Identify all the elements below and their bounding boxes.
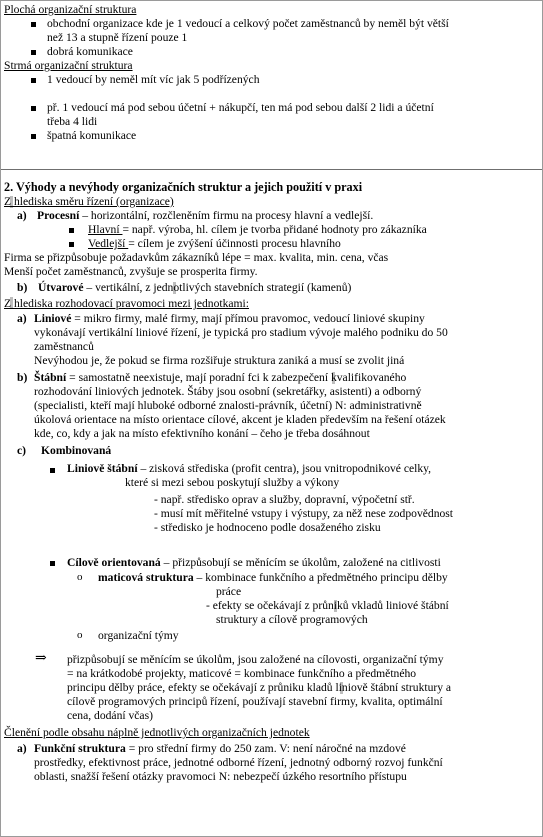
text-line: třeba 4 lidi	[47, 115, 98, 128]
subheading-content: Členění podle obsahu náplně jednotlivých organizačních jednotek	[4, 726, 310, 739]
circle-bullet: o	[77, 629, 83, 641]
term-text: = pro střední firmy do 250 zam. V: není náročné na mzdové	[125, 742, 406, 755]
term: Hlavní	[88, 223, 123, 236]
term-text: = např. výroba, hl. cílem je tvorba přidané hodnoty pro zákazníka	[122, 223, 427, 236]
bullet	[50, 468, 55, 473]
text-line	[34, 371, 406, 385]
bullet	[50, 561, 55, 566]
text-line: principu dělby práce, efekty se očekávají z průniku kladů liniově štábní struktury a	[67, 681, 452, 694]
text-line: Firma se přizpůsobuje požadavkům zákazníků lépe = max. kvalita, min. cena, včas	[4, 251, 389, 264]
text-line	[67, 556, 441, 570]
list-label: b)	[17, 281, 28, 294]
term: Procesní	[37, 209, 80, 222]
term: Liniové	[34, 312, 72, 325]
list-label: b)	[17, 371, 28, 384]
text-line: oblasti, snažší řešení otázky pravomoci N: nebezpečí úzkého resortního přístupu	[34, 770, 407, 783]
list-label: a)	[17, 312, 27, 325]
term-text: – kombinace funkčního a předmětného principu dělby	[193, 571, 448, 584]
text-line: špatná komunikace	[47, 129, 137, 142]
text-line: organizační týmy	[98, 629, 179, 642]
text-line: = na krátkodobé projekty, maticové = kombinace funkčního a předmětného	[67, 667, 417, 680]
list-label: a)	[17, 209, 27, 222]
term: Cílově orientovaná	[67, 556, 161, 569]
term-text: = mikro firmy, malé firmy, mají přímou pravomoc, vedoucí liniové skupiny	[71, 312, 425, 325]
heading-flat-structure: Plochá organizační struktura	[4, 3, 137, 16]
bullet	[69, 242, 74, 247]
text-line: vykonávají vertikální liniové řízení, je typická pro stadium vývoje malého podniku do 50	[34, 326, 448, 339]
text-line	[88, 237, 341, 251]
term-text: – zisková střediska (profit centra), jsou vnitropodnikové celky,	[137, 462, 432, 475]
text-line	[37, 209, 373, 223]
text-line: než 13 a stupně řízení pouze 1	[47, 31, 188, 44]
term: Vedlejší	[88, 237, 129, 250]
bullet	[31, 106, 36, 111]
text-line: struktury a cílově programových	[216, 613, 368, 626]
term: Kombinovaná	[41, 444, 112, 457]
text-line: - např. středisko oprav a služby, dopravní, výpočetní stř.	[154, 493, 415, 506]
text-line	[98, 571, 448, 585]
text-line: - musí mít měřitelné vstupy i výstupy, za něž nese zodpovědnost	[154, 507, 454, 520]
text-line: zaměstnanců	[34, 340, 94, 353]
term: Funkční struktura	[34, 742, 126, 755]
list-label: a)	[17, 742, 27, 755]
section-heading: 2. Výhody a nevýhody organizačních struktur a jejich použití v praxi	[4, 180, 363, 194]
subheading-direction: Z hlediska směru řízení (organizace)	[4, 195, 174, 208]
text-line	[67, 462, 431, 476]
bullet	[31, 78, 36, 83]
term-text: = cílem je zvýšení účinnosti procesu hlavního	[128, 237, 341, 250]
list-label: c)	[17, 444, 27, 457]
text-line	[38, 281, 351, 295]
text-line: úkolová orientace na místo orientace cílové, akcent je kladen především na řešení otázek	[34, 413, 446, 426]
term: Útvarové	[38, 281, 84, 294]
text-line: - středisko je hodnoceno podle dosaženého zisku	[154, 521, 381, 534]
text-line: prostředky, efektivnost práce, jednotné odborné řízení, jednotný odborný rozvoj funkční	[34, 756, 443, 769]
arrow-icon: ⇒	[35, 651, 47, 666]
text-line: Menší počet zaměstnanců, zvyšuje se prosperita firmy.	[4, 265, 258, 278]
heading-steep-structure: Strmá organizační struktura	[4, 59, 133, 72]
text-line: přizpůsobují se měnícím se úkolům, jsou založené na cílovosti, organizační týmy	[67, 653, 444, 666]
term: Štábní	[34, 371, 67, 384]
text-line: rozhodování liniových jednotek. Štáby jsou osobní (sekretářky, asistenti) a odborný	[34, 385, 422, 398]
text-line: cena, dodání včas)	[67, 709, 153, 722]
bullet	[31, 22, 36, 27]
term-text: – přizpůsobují se měnícím se úkolům, založené na citlivosti	[160, 556, 441, 569]
text-line: - efekty se očekávají z průniků vkladů liniové štábní	[206, 599, 449, 612]
horizontal-rule	[1, 169, 542, 170]
text-line: které si mezi sebou poskytují služby a výkony	[125, 476, 340, 489]
subheading-authority: Z hlediska rozhodovací pravomoci mezi jednotkami:	[4, 297, 250, 310]
term-text: = samostatně neexistuje, mají poradní fci k zabezpečení kvalifikovaného	[66, 371, 407, 384]
bullet	[31, 134, 36, 139]
text-line: práce	[216, 585, 242, 598]
term: Liniově štábní	[67, 462, 138, 475]
term-text: – horizontální, rozčleněním firmu na procesy hlavní a vedlejší.	[79, 209, 374, 222]
text-line: př. 1 vedoucí má pod sebou účetní + nákupčí, ten má pod sebou další 2 lidi a účetní	[47, 101, 434, 114]
bullet	[31, 50, 36, 55]
text-line	[34, 742, 406, 756]
bullet	[69, 228, 74, 233]
text-line: (specialisti, kteří mají hluboké odborné znalosti-právník, účetní) N: administrativně	[34, 399, 422, 412]
text-line	[34, 312, 425, 326]
term: maticová struktura	[98, 571, 194, 584]
text-line	[88, 223, 427, 237]
text-line: 1 vedoucí by neměl mít víc jak 5 podřízených	[47, 73, 260, 86]
text-line: kde, co, kdy a jak na místo efektivního konání – čeho je třeba dosáhnout	[34, 427, 370, 440]
term-text: – vertikální, z jednotlivých stavebních strategií (kamenů)	[83, 281, 352, 294]
text-line: Nevýhodou je, že pokud se firma rozšiřuje struktura zaniká a musí se zvolit jiná	[34, 354, 405, 367]
circle-bullet: o	[77, 571, 83, 583]
text-line: dobrá komunikace	[47, 45, 133, 58]
text-line: cílově programových principů řízení, používají stavební firmy, kvalita, optimální	[67, 695, 443, 708]
text-line: obchodní organizace kde je 1 vedoucí a celkový počet zaměstnanců by neměl být větší	[47, 17, 449, 30]
